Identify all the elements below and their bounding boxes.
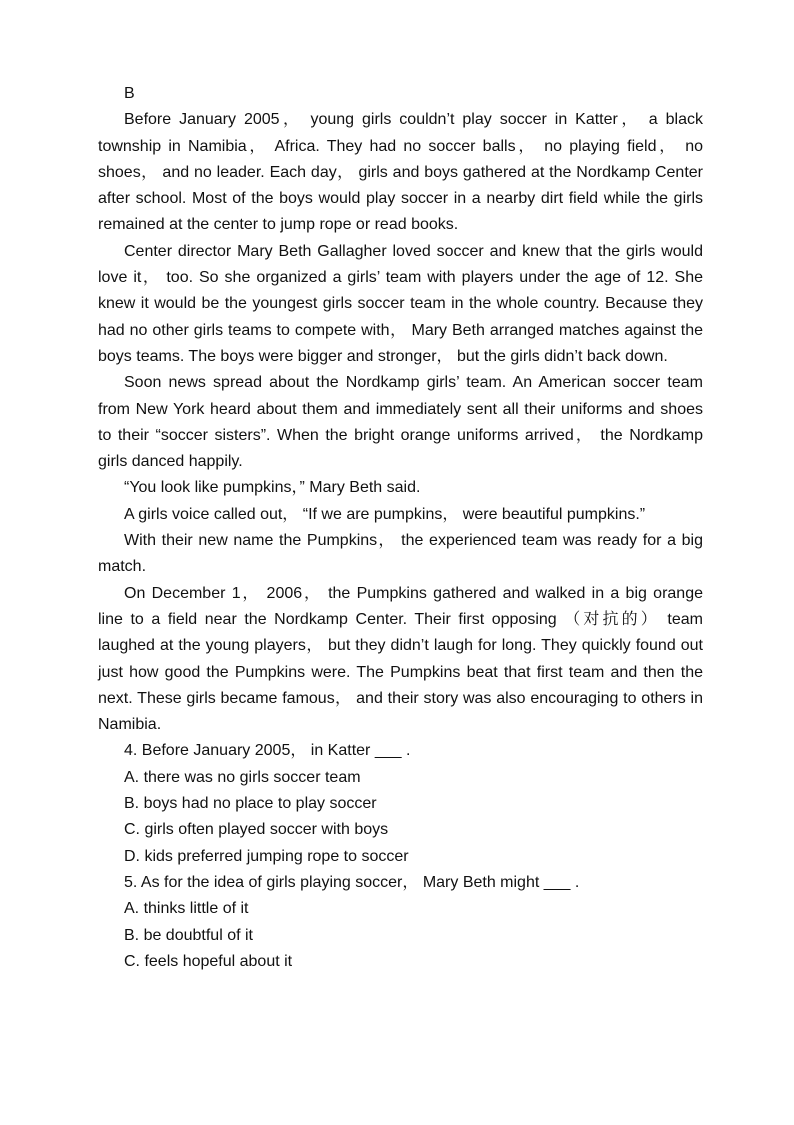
paragraph-6: With their new name the Pumpkins， the experienced team was ready for a big match. (98, 532, 703, 576)
question-stem: 5. As for the idea of girls playing soccer， Mary Beth might ___ . (124, 873, 580, 891)
question-4 (98, 738, 703, 869)
option-b: B. be doubtful of it (124, 926, 253, 944)
paragraph-2: Center director Mary Beth Gallagher loved soccer and knew that the girls would love it， too. So she organized a girls’ team with players under the age of 12. She knew it would be the youngest girls soccer team in the whole country. Because they had no other girls teams to compete with， Mary Beth arranged matches against the boys teams. The boys were bigger and stronger， but the girls didn’t back down. (98, 242, 704, 365)
paragraph-1: Before January 2005， young girls couldn’t play soccer in Katter， a black township in Namibia， Africa. They had no soccer balls， no playing field， no shoes， and no leader. Each day， girls and boys gathered at the Nordkamp Center after school. Most of the boys would play soccer in a nearby dirt field while the girls remained at the center to jump rope or read books. (98, 111, 703, 234)
section-label: B (124, 85, 135, 102)
option-d: D. kids preferred jumping rope to soccer (124, 847, 409, 865)
option-c: C. girls often played soccer with boys (124, 821, 389, 839)
paragraph-5: A girls voice called out， “If we are pumpkins， were beautiful pumpkins.” (124, 505, 646, 523)
option-a: A. there was no girls soccer team (124, 768, 361, 786)
question-stem: 4. Before January 2005， in Katter ___ . (124, 742, 411, 760)
option-b: B. boys had no place to play soccer (124, 795, 377, 813)
question-5 (98, 870, 703, 975)
option-a: A. thinks little of it (124, 900, 249, 918)
paragraph-7: On December 1， 2006， the Pumpkins gathered and walked in a big orange line to a field near the Nordkamp Center. Their first opposing （对抗的） team laughed at the young players， but they didn’t laugh for long. They quickly found out just how good the Pumpkins were. The Pumpkins beat that first team and then the next. These girls became famous， and their story was also encouraging to others in Namibia. (98, 584, 703, 734)
option-c: C. feels hopeful about it (124, 952, 293, 970)
paragraph-3: Soon news spread about the Nordkamp girls’ team. An American soccer team from New York heard about them and immediately sent all their uniforms and shoes to their “soccer sisters”. When the bright orange uniforms arrived， the Nordkamp girls danced happily. (98, 374, 703, 471)
paragraph-4: “You look like pumpkins，” Mary Beth said. (124, 479, 421, 497)
reading-passage (98, 81, 703, 975)
